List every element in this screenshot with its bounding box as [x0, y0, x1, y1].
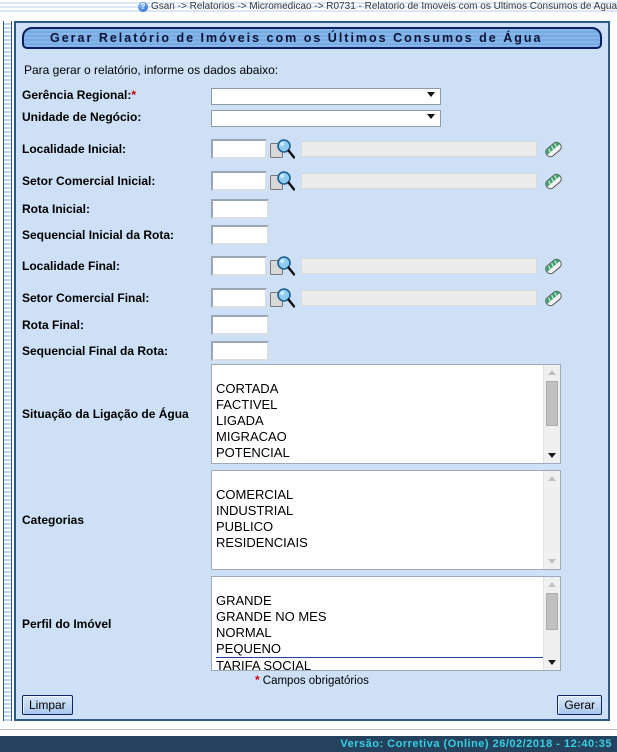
localidade-inicial-descricao [301, 141, 537, 157]
label-rota-final: Rota Final: [22, 318, 84, 332]
list-option[interactable]: RESIDENCIAIS [216, 535, 308, 550]
label-unidade-negocio: Unidade de Negócio: [22, 109, 142, 124]
gerencia-regional-select[interactable] [211, 88, 441, 105]
label-sequencial-final: Sequencial Final da Rota: [22, 344, 169, 358]
scroll-down-icon[interactable] [544, 554, 560, 569]
list-option[interactable]: FACTIVEL [216, 397, 278, 412]
page-title [22, 27, 602, 49]
footer-bar [0, 736, 617, 752]
row-categorias [22, 470, 602, 570]
scrollbar-thumb[interactable] [546, 593, 558, 630]
perfil-list[interactable] [211, 576, 561, 671]
sequencial-inicial-input[interactable] [211, 225, 269, 245]
list-option[interactable]: NORMAL [216, 625, 272, 640]
list-option[interactable]: PEQUENO [216, 641, 282, 656]
eraser-icon[interactable] [543, 171, 564, 192]
label-gerencia-regional: Gerência Regional:* [22, 87, 137, 102]
list-option[interactable]: TARIFA SOCIAL [216, 657, 543, 670]
row-sequencial-inicial [22, 225, 602, 245]
scroll-up-icon[interactable] [544, 471, 560, 486]
label-situacao-ligacao: Situação da Ligação de Água [22, 407, 189, 421]
label-sequencial-inicial: Sequencial Inicial da Rota: [22, 228, 175, 242]
localidade-final-descricao [301, 258, 537, 274]
list-option[interactable]: LIGADA [216, 413, 264, 428]
limpar-button[interactable]: Limpar [22, 695, 73, 715]
rota-final-input[interactable] [211, 315, 269, 335]
page-title-text: Gerar Relatório de Imóveis com os Últimos Consumos de Água [50, 31, 543, 45]
eraser-icon[interactable] [543, 139, 564, 160]
footer-divider [0, 729, 617, 730]
required-asterisk: * [131, 87, 137, 102]
label-perfil-imovel: Perfil do Imóvel [22, 616, 112, 631]
intro-text: Para gerar o relatório, informe os dados abaixo: [24, 63, 279, 77]
scroll-down-icon[interactable] [544, 448, 560, 463]
search-icon[interactable] [269, 138, 295, 160]
search-icon[interactable] [269, 287, 295, 309]
version-text: Versão: Corretiva (Online) 26/02/2018 - 12:40:35 [340, 738, 612, 750]
search-icon[interactable] [269, 170, 295, 192]
list-option[interactable]: COMERCIAL [216, 487, 294, 502]
breadcrumb [0, 0, 617, 13]
gerencia-regional-select-box [211, 86, 441, 103]
row-localidade-inicial [22, 138, 602, 160]
list-option[interactable]: PUBLICO [216, 519, 274, 534]
eraser-icon[interactable] [543, 256, 564, 277]
gerar-button[interactable]: Gerar [557, 695, 602, 715]
list-option[interactable]: POTENCIAL [216, 445, 290, 460]
row-rota-final [22, 315, 602, 335]
localidade-inicial-input[interactable] [211, 139, 267, 159]
breadcrumb-text: Gsan -> Relatorios -> Micromedicao -> R0731 - Relatorio de Imoveis com os Ultimos Consumos de Agua [150, 1, 617, 12]
left-menu-strip [3, 21, 12, 721]
label-localidade-inicial: Localidade Inicial: [22, 142, 127, 156]
scrollbar[interactable] [543, 577, 560, 670]
row-situacao-ligacao [22, 364, 602, 464]
row-unidade-negocio [22, 108, 602, 125]
setor-comercial-final-input[interactable] [211, 288, 267, 308]
list-option[interactable]: CORTADA [216, 381, 279, 396]
localidade-final-input[interactable] [211, 256, 267, 276]
row-setor-comercial-final [22, 287, 602, 309]
label-categorias: Categorias [22, 513, 85, 527]
label-rota-inicial: Rota Inicial: [22, 202, 91, 216]
scroll-down-icon[interactable] [544, 655, 560, 670]
list-option[interactable]: INDUSTRIAL [216, 503, 294, 518]
unidade-negocio-select-box [211, 108, 441, 125]
scrollbar[interactable] [543, 471, 560, 569]
row-setor-comercial-inicial [22, 170, 602, 192]
unidade-negocio-select[interactable] [211, 110, 441, 127]
help-icon[interactable]: ? [138, 2, 148, 12]
scroll-up-icon[interactable] [544, 577, 560, 592]
form-panel [14, 21, 610, 721]
setor-comercial-final-descricao [301, 290, 537, 306]
situacao-list[interactable] [211, 364, 561, 464]
eraser-icon[interactable] [543, 288, 564, 309]
list-option[interactable]: GRANDE NO MES [216, 609, 327, 624]
row-perfil-imovel [22, 576, 602, 671]
label-localidade-final: Localidade Final: [22, 259, 121, 273]
scrollbar[interactable] [543, 365, 560, 463]
row-gerencia-regional [22, 86, 602, 103]
label-setor-comercial-inicial: Setor Comercial Inicial: [22, 174, 156, 188]
sequencial-final-input[interactable] [211, 341, 269, 361]
label-setor-comercial-final: Setor Comercial Final: [22, 291, 150, 305]
row-rota-inicial [22, 199, 602, 219]
rota-inicial-input[interactable] [211, 199, 269, 219]
scrollbar-thumb[interactable] [546, 381, 558, 426]
row-localidade-final [22, 255, 602, 277]
required-note: * Campos obrigatórios [255, 675, 369, 687]
list-option[interactable]: GRANDE [216, 593, 272, 608]
search-icon[interactable] [269, 255, 295, 277]
form-actions [22, 695, 602, 715]
categorias-list[interactable] [211, 470, 561, 570]
setor-comercial-inicial-descricao [301, 173, 537, 189]
row-sequencial-final [22, 341, 602, 361]
scroll-up-icon[interactable] [544, 365, 560, 380]
list-option[interactable]: MIGRACAO [216, 429, 287, 444]
setor-comercial-inicial-input[interactable] [211, 171, 267, 191]
